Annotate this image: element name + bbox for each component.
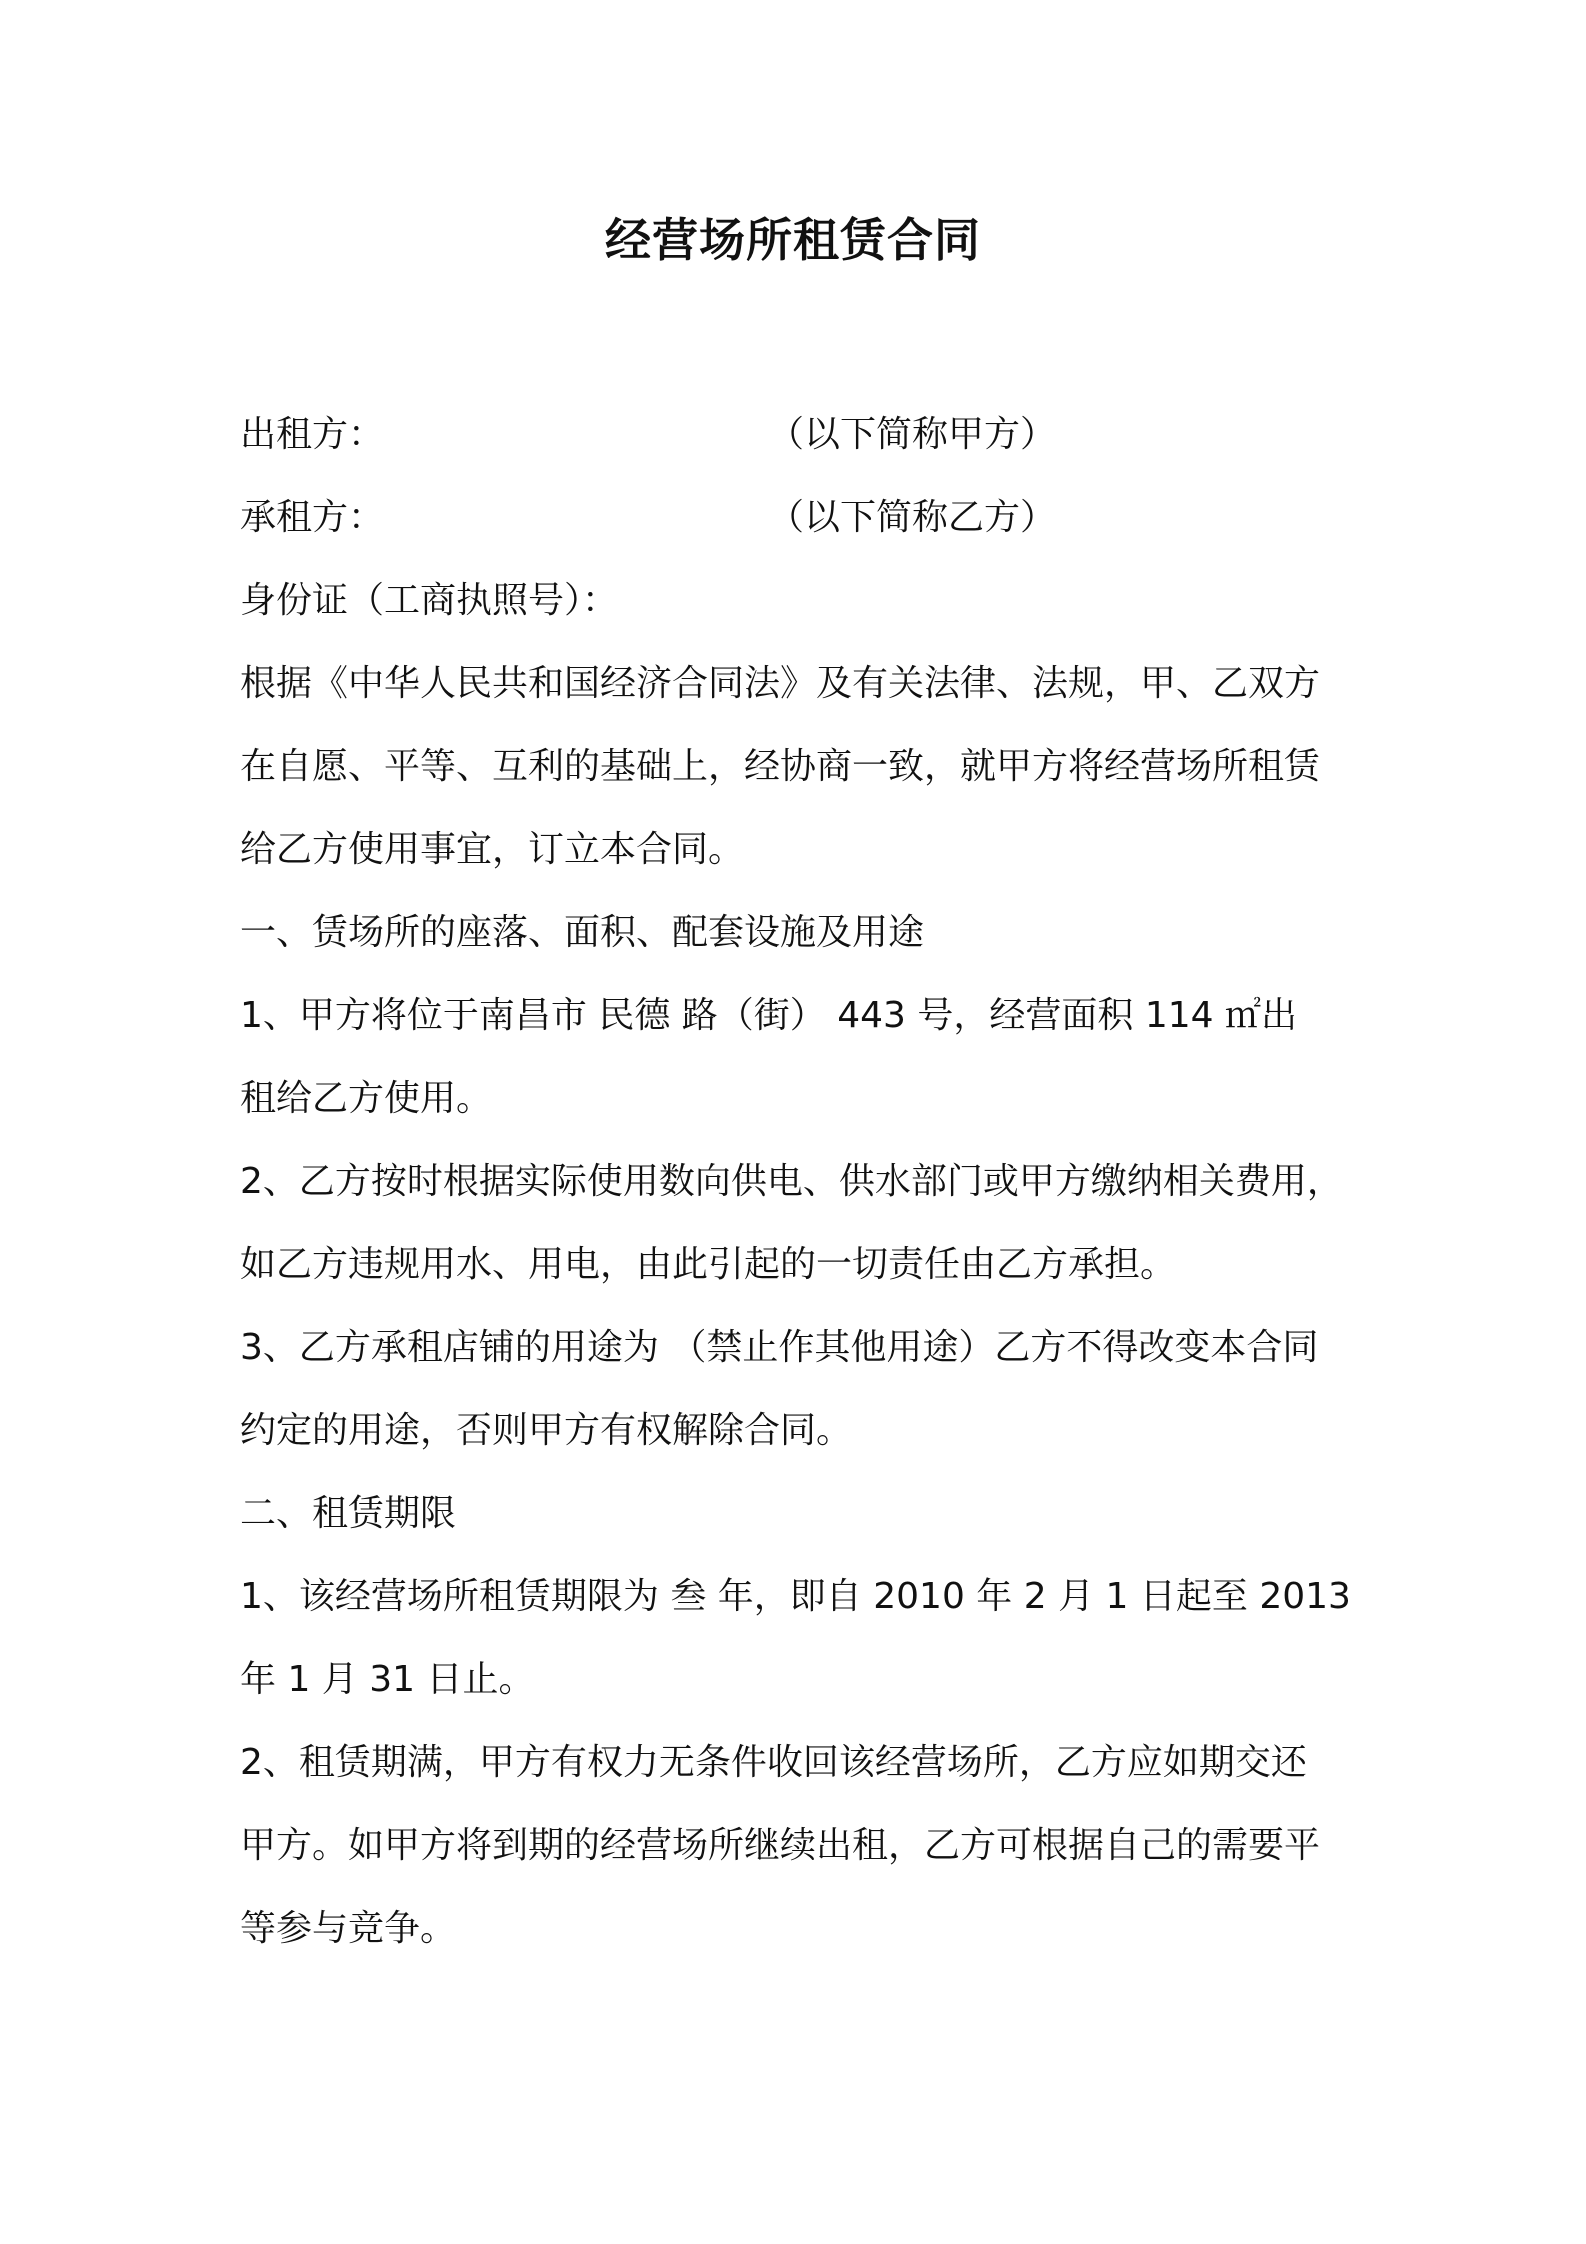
clause-line: 2、乙方按时根据实际使用数向供电、供水部门或甲方缴纳相关费用， [240,1161,1343,1202]
lessor-note: （以下简称甲方） [768,414,1057,455]
clause-line: 年 1 月 31 日止。 [240,1659,535,1700]
clause-line: 2、租赁期满，甲方有权力无条件收回该经营场所，乙方应如期交还 [240,1742,1307,1783]
preamble-line: 根据《中华人民共和国经济合同法》及有关法律、法规，甲、乙双方 [240,663,1321,704]
clause-line: 租给乙方使用。 [240,1078,493,1119]
clause-line: 等参与竞争。 [240,1908,457,1949]
lessee-label: 承租方： [240,497,385,538]
section-heading: 二、租赁期限 [240,1493,457,1534]
clause-line: 如乙方违规用水、用电，由此引起的一切责任由乙方承担。 [240,1244,1177,1285]
preamble-line: 给乙方使用事宜，订立本合同。 [240,829,745,870]
clause-line: 约定的用途，否则甲方有权解除合同。 [240,1410,853,1451]
lessee-note: （以下简称乙方） [768,497,1057,538]
id-label: 身份证（工商执照号）： [240,580,619,621]
clause-line: 1、甲方将位于南昌市 民德 路（街） 443 号，经营面积 114 ㎡出 [240,995,1297,1036]
clause-line: 1、该经营场所租赁期限为 叁 年，即自 2010 年 2 月 1 日起至 2013 [240,1576,1351,1617]
document-title: 经营场所租赁合同 [605,213,981,267]
section-heading: 一、赁场所的座落、面积、配套设施及用途 [240,912,925,953]
clause-line: 3、乙方承租店铺的用途为 （禁止作其他用途）乙方不得改变本合同 [240,1327,1319,1368]
clause-line: 甲方。如甲方将到期的经营场所继续出租，乙方可根据自己的需要平 [240,1825,1321,1866]
preamble-line: 在自愿、平等、互利的基础上，经协商一致，就甲方将经营场所租赁 [240,746,1321,787]
lessor-label: 出租方： [240,414,385,455]
